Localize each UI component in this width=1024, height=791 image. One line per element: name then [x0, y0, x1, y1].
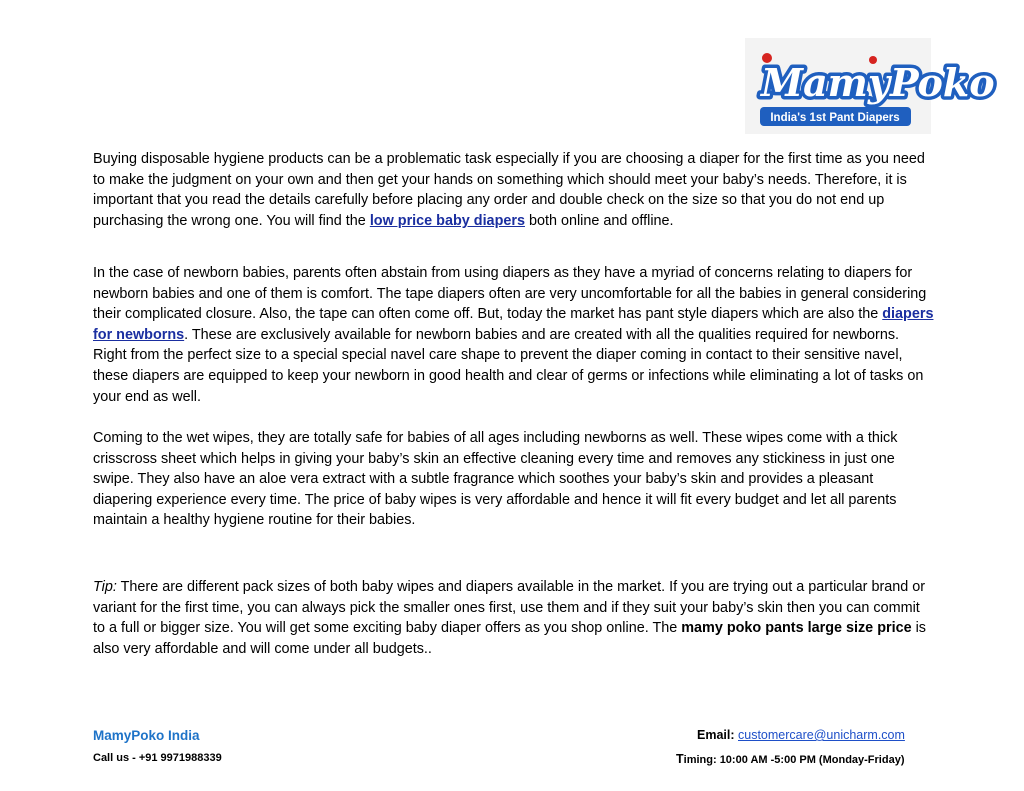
footer-timing: [676, 752, 904, 766]
logo-brand-text: MamyPoko: [761, 60, 995, 105]
footer-email: [697, 728, 905, 742]
mamypoko-logo-graphic: [745, 38, 995, 134]
paragraph-text: Coming to the wet wipes, they are totally safe for babies of all ages including newborns as well. These wipes come with a thick crisscross sheet which helps in giving your baby’s skin an effective cleaning every time and removes any stickiness in just one swipe. They also have an aloe vera extract with a subtle fragrance which soothes your baby’s skin and provides a pleasant diapering experience every time. The price of baby wipes is very affordable and hence it will fit every budget and let all parents maintain a healthy hygiene routine for their babies.: [93, 430, 898, 529]
paragraph-wet-wipes: [93, 428, 935, 531]
diapers-for-newborns-link[interactable]: diapers for newborns: [93, 306, 934, 343]
paragraph-newborn-babies: [93, 263, 935, 407]
tip-label: Tip:: [93, 579, 117, 595]
footer-company-name: MamyPoko India: [93, 728, 200, 743]
mamypoko-logo: [745, 38, 995, 134]
paragraph-text: . These are exclusively available for newborn babies and are created with all the qualities required for newborns. Right from the perfect size to a special special navel care shape to prevent the diaper coming in contact to their sensitive navel, these diapers are equipped to keep your newborn in good health and clear of germs or infections while eliminating a lot of tasks on your end as well.: [93, 326, 924, 405]
paragraph-text: is also very affordable and will come under all budgets..: [93, 620, 926, 657]
paragraph-text: In the case of newborn babies, parents often abstain from using diapers as they have a myriad of concerns relating to diapers for newborn babies and one of them is comfort. The tape diapers often are very uncomfortable for all the babies in general considering their complicated closure. Also, the tape can often come off. But, today the market has pant style diapers which are also the: [93, 265, 927, 323]
paragraph-text: both online and offline.: [524, 212, 674, 229]
timing-text: iming: 10:00 AM -5:00 PM (Monday-Friday): [683, 754, 905, 766]
email-label: Email:: [697, 728, 735, 742]
mamy-poko-price-bold: mamy poko pants large size price: [681, 620, 912, 637]
logo-tagline-text: India's 1st Pant Diapers: [770, 112, 900, 124]
email-link[interactable]: customercare@unicharm.com: [738, 728, 905, 742]
paragraph-text: Buying disposable hygiene products can be a problematic task especially if you are choosing a diaper for the first time as you need to make the judgment on your own and then get your hands on something which should meet your baby’s needs. Therefore, it is important that you read the details carefully before placing any order and double check on the size so that you do not end up purchasing the wrong one. You will find the: [93, 151, 925, 229]
paragraph-buying-hygiene: [93, 149, 935, 231]
low-price-baby-diapers-link[interactable]: low price baby diapers: [369, 212, 525, 229]
paragraph-text: There are different pack sizes of both baby wipes and diapers available in the market. If you are trying out a particular brand or variant for the first time, you can always pick the smaller ones first, use them and if they suit your baby’s skin then you can commit to a full or bigger size. You will get some exciting baby diaper offers as you shop online. The: [93, 579, 926, 637]
footer-phone: Call us - +91 9971988339: [93, 752, 222, 764]
paragraph-tip: [93, 577, 935, 659]
timing-initial: T: [676, 752, 684, 766]
